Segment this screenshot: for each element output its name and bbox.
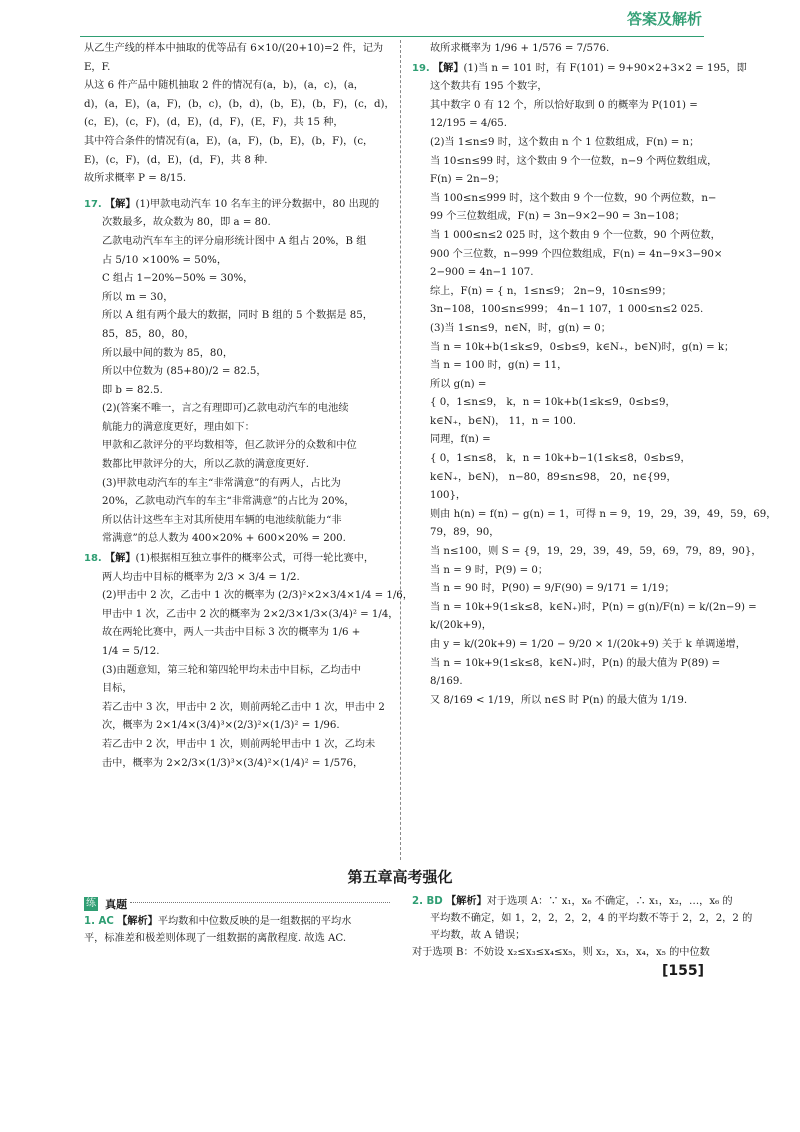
- page-number-value: 155: [668, 963, 698, 979]
- solution-tag: 【解】: [104, 552, 136, 565]
- text-line: 同理，f(n) =: [430, 434, 491, 446]
- text-line: 当 10≤n≤99 时，这个数由 9 个一位数，n−9 个两位数组成，: [430, 155, 718, 167]
- text-line: (3)由题意知，第三轮和第四轮甲均未击中目标，乙均击中: [102, 664, 361, 676]
- chapter-title: 第五章高考强化: [347, 868, 453, 886]
- text-line: 20%，乙款电动汽车的车主“非常满意”的占比为 20%，: [102, 496, 355, 508]
- right-column: [412, 40, 777, 710]
- text-line: 79，89，90，: [430, 527, 500, 539]
- zhenti-icon: 练: [86, 897, 96, 909]
- text-line: F(n) = 2n−9；: [430, 174, 505, 186]
- page-number: [155]: [662, 963, 705, 979]
- text-line: 故所求概率为 1/96 + 1/576 = 7/576.: [430, 43, 610, 54]
- text-line: (2)(答案不唯一，言之有理即可)乙款电动汽车的电池续: [102, 403, 349, 415]
- text-line: 平均数，故 A 错误；: [430, 930, 526, 941]
- answer-number: 1. AC: [84, 916, 114, 927]
- text-line: 900 个三位数，n−999 个四位数组成，F(n) = 4n−9×3−90×: [430, 248, 723, 260]
- text-line: E，F.: [84, 61, 111, 73]
- text-line: C 组占 1−20%−50% = 30%，: [102, 273, 254, 285]
- text-line: 常满意”的总人数为 400×20% + 600×20% = 200.: [102, 533, 346, 545]
- text-line: 若乙击中 2 次，甲击中 1 次，则前两轮甲击中 1 次，乙均未: [102, 738, 376, 750]
- text-line: 当 n = 10k+9(1≤k≤8，k∈N₊)时，P(n) = g(n)/F(n) = k/(2n−9) =: [430, 601, 757, 613]
- page-header: [0, 0, 800, 40]
- solution-tag: 【解】: [104, 197, 136, 210]
- text-line: 当 n = 100 时，g(n) = 11，: [430, 360, 568, 372]
- text-line: 即 b = 82.5.: [102, 384, 163, 396]
- answer-1-block: [84, 913, 390, 947]
- text-line: 次，概率为 2×1/4×(3/4)³×(2/3)²×(1/3)² = 1/96.: [102, 720, 340, 732]
- header-rule: [80, 36, 704, 37]
- text-line: 所以 g(n) =: [430, 378, 487, 390]
- solution-tag: 【解析】: [117, 915, 158, 927]
- text-line: 所以估计这些车主对其所使用车辆的电池续航能力“非: [102, 514, 342, 526]
- text-line: (3)当 1≤n≤9，n∈N，时，g(n) = 0；: [430, 322, 611, 334]
- text-line: 综上，F(n) = { n，1≤n≤9； 2n−9，10≤n≤99； 3n−108，100≤n≤999； 4n−1 107，1 000≤n≤2 025.: [430, 285, 704, 316]
- q18-block: [84, 549, 413, 773]
- text-line: 故所求概率 P = 8/15.: [84, 173, 187, 185]
- text-line: { 0，1≤n≤9， k，n = 10k+b(1≤k≤9，0≤b≤9，k∈N₊，b∈N)， 11，n = 100.: [430, 397, 676, 427]
- text-line: 对于选项 A：∵ x₁，x₆ 不确定，∴ x₁，x₂，…，x₆ 的: [486, 896, 733, 907]
- text-line: 若乙击中 3 次，甲击中 2 次，则前两轮乙击中 1 次，甲击中 2: [102, 701, 385, 713]
- zhenti-section-header: [84, 893, 390, 913]
- text-line: 当 1 000≤n≤2 025 时，这个数由 9 个一位数，90 个两位数，: [430, 229, 721, 241]
- text-line: 平均数不确定，如 1，2，2，2，2，4 的平均数不等于 2，2，2，2 的: [430, 913, 753, 924]
- question-number: 19.: [412, 62, 430, 74]
- text-line: 由 y = k/(20k+9) = 1/20 − 9/20 × 1/(20k+9) 关于 k 单调递增，: [430, 639, 746, 650]
- text-line: (1)根据相互独立事件的概率公式，可得一轮比赛中，: [135, 553, 375, 565]
- text-line: 平均数和中位数反映的是一组数据的平均水: [157, 916, 352, 927]
- text-line: 当 n = 10k+b(1≤k≤9，0≤b≤9，k∈N₊，b∈N)时，g(n) = k；: [430, 341, 735, 353]
- text-line: k/(20k+9)，: [430, 620, 492, 632]
- text-line: E)，(c，F)，(d，E)，(d，F)，共 8 种.: [84, 154, 268, 166]
- text-line: 85，85，80，80，: [102, 328, 195, 340]
- text-line: 其中数字 0 有 12 个，所以恰好取到 0 的概率为 P(101) =: [430, 99, 698, 111]
- text-line: 当 n≤100，则 S = {9，19，29，39，49，59，69，79，89，90}，: [430, 546, 762, 558]
- text-line: 8/169.: [430, 676, 463, 688]
- solution-tag: 【解析】: [445, 895, 487, 907]
- text-line: 这个数共有 195 个数字，: [430, 81, 548, 93]
- text-line: (2)甲击中 2 次，乙击中 1 次的概率为 (2/3)²×2×3/4×1/4 = 1/6，: [102, 590, 413, 602]
- text-line: 所以最中间的数为 85，80，: [102, 347, 234, 359]
- text-line: 甲款和乙款评分的平均数相等，但乙款评分的众数和中位: [102, 440, 357, 452]
- text-line: 当 100≤n≤999 时，这个数由 9 个一位数，90 个两位数，n−: [430, 192, 717, 204]
- text-line: 99 个三位数组成，F(n) = 3n−9×2−90 = 3n−108；: [430, 211, 685, 223]
- text-line: 目标，: [102, 683, 133, 695]
- answer-2-block: [412, 893, 753, 961]
- text-line: 当 n = 10k+9(1≤k≤8，k∈N₊)时，P(n) 的最大值为 P(89) =: [430, 657, 721, 669]
- zhenti-label: 真题: [105, 897, 128, 911]
- text-line: 当 n = 90 时，P(90) = 9/F(90) = 9/171 = 1/19；: [430, 583, 675, 595]
- text-line: 2−900 = 4n−1 107.: [430, 267, 534, 279]
- text-line: { 0，1≤n≤8， k，n = 10k+b−1(1≤k≤8，0≤b≤9，k∈N₊，b∈N)， n−80，89≤n≤98， 20，n∈{99，100}，: [430, 453, 691, 502]
- text-line: (2)当 1≤n≤9 时，这个数由 n 个 1 位数组成，F(n) = n；: [430, 136, 700, 148]
- q16-block: [84, 40, 395, 189]
- text-line: 数都比甲款评分的大，所以乙款的满意度更好.: [102, 459, 309, 471]
- answer-number: 2. BD: [412, 896, 443, 907]
- text-line: (3)甲款电动汽车的车主“非常满意”的有两人，占比为: [102, 477, 341, 489]
- text-line: (1)甲款电动汽车 10 名车主的评分数据中，80 出现的: [135, 198, 380, 210]
- q19-block: [412, 59, 777, 711]
- question-number: 18.: [84, 553, 102, 565]
- q17-block: [84, 195, 390, 549]
- text-line: (c，E)，(c，F)，(d，E)，(d，F)，(E，F)，共 15 种，: [84, 117, 344, 129]
- text-line: 击中，概率为 2×2/3×(1/3)³×(3/4)²×(1/4)² = 1/576，: [102, 757, 364, 769]
- text-line: 又 8/169 < 1/19，所以 n∈S 时 P(n) 的最大值为 1/19.: [430, 694, 688, 706]
- text-line: 次数最多，故众数为 80，即 a = 80.: [102, 217, 271, 229]
- text-line: 所以 A 组有两个最大的数据，同时 B 组的 5 个数据是 85，: [102, 310, 373, 322]
- text-line: 两人均击中目标的概率为 2/3 × 3/4 = 1/2.: [102, 571, 300, 583]
- left-column: [84, 40, 413, 773]
- text-line: 所以 m = 30，: [102, 291, 174, 303]
- text-line: 12/195 = 4/65.: [430, 118, 507, 130]
- dotted-rule: [130, 902, 390, 903]
- text-line: 从乙生产线的样本中抽取的优等品有 6×10/(20+10)=2 件，记为: [84, 43, 384, 54]
- text-line: 1/4 = 5/12.: [102, 646, 160, 657]
- text-line: (1)当 n = 101 时，有 F(101) = 9+90×2+3×2 = 195，即: [463, 62, 747, 74]
- question-number: 17.: [84, 198, 102, 210]
- text-line: 占 5/10 ×100% = 50%，: [102, 254, 228, 266]
- column-divider: [400, 40, 401, 860]
- text-line: 平，标准差和极差则体现了一组数据的离散程度. 故选 AC.: [84, 933, 347, 944]
- text-line: 故在两轮比赛中，两人一共击中目标 3 次的概率为 1/6 +: [102, 627, 361, 639]
- text-line: 对于选项 B：不妨设 x₂≤x₃≤x₄≤x₅，则 x₂，x₃，x₄，x₅ 的中位数: [412, 947, 710, 958]
- header-title: 答案及解析: [626, 10, 702, 28]
- text-line: 则由 h(n) = f(n) − g(n) = 1，可得 n = 9，19，29，39，49，59，69，: [430, 508, 777, 520]
- text-line: d)，(a，E)，(a，F)，(b，c)，(b，d)，(b，E)，(b，F)，(c，d)，: [84, 98, 395, 110]
- text-line: 航能力的满意度更好，理由如下：: [102, 421, 255, 433]
- text-line: 乙款电动汽车车主的评分扇形统计图中 A 组占 20%，B 组: [102, 235, 367, 247]
- text-line: 所以中位数为 (85+80)/2 = 82.5，: [102, 366, 267, 378]
- text-line: 当 n = 9 时，P(9) = 0；: [430, 564, 549, 576]
- solution-tag: 【解】: [432, 61, 464, 74]
- text-line: 从这 6 件产品中随机抽取 2 件的情况有(a，b)，(a，c)，(a，: [84, 80, 364, 92]
- text-line: 甲击中 1 次，乙击中 2 次的概率为 2×2/3×1/3×(3/4)² = 1/4，: [102, 608, 399, 620]
- text-line: 其中符合条件的情况有(a，E)，(a，F)，(b，E)，(b，F)，(c，: [84, 135, 374, 147]
